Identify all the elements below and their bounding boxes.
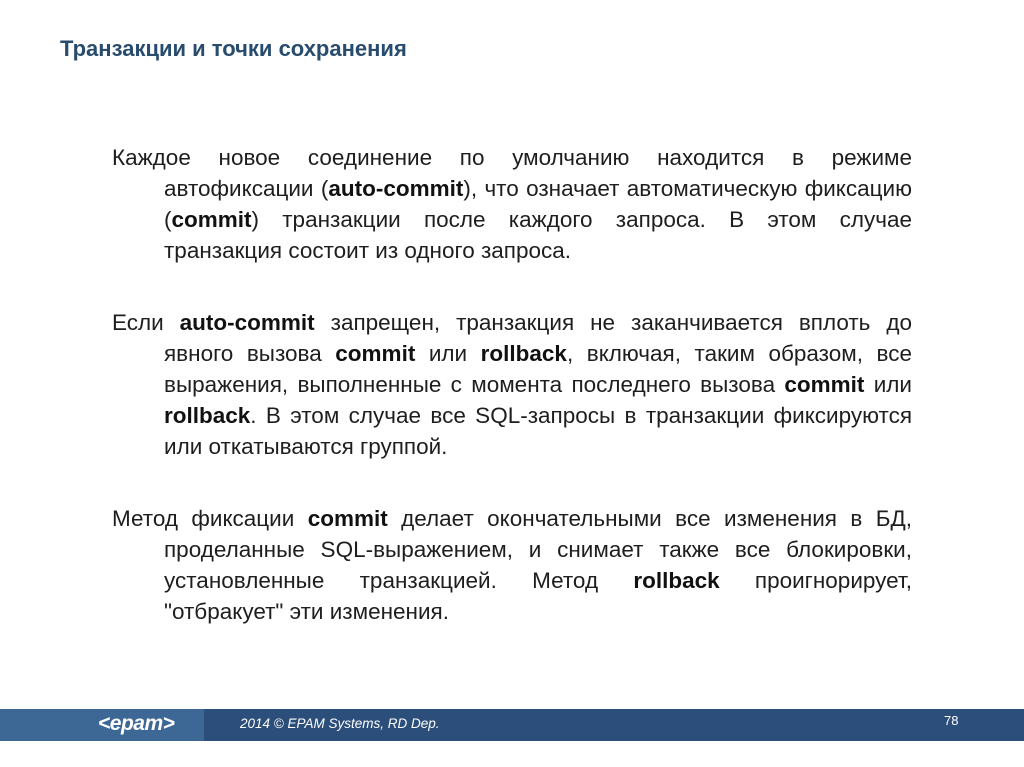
text-segment: Метод фиксации [112, 506, 308, 531]
text-segment: или [864, 372, 912, 397]
text-segment: , включая, таким образом, все выражения, выполненные с момента последнего вызова [164, 341, 912, 397]
keyword-commit: commit [307, 506, 388, 531]
keyword-auto-commit: auto-commit [179, 310, 315, 335]
epam-logo: <epam> [98, 712, 175, 735]
keyword-rollback: rollback [164, 403, 251, 428]
paragraph-auto-commit-disabled [112, 307, 912, 462]
text-segment: . В этом случае все SQL-запросы в транзакции фиксируются или откатываются группой. [164, 403, 912, 459]
keyword-rollback: rollback [480, 341, 567, 366]
text-segment: Если [112, 310, 180, 335]
slide-body [112, 142, 912, 668]
text-segment: запрещен, транзакция не заканчивается вплоть до явного вызова [164, 310, 913, 366]
paragraph-auto-commit-default [112, 142, 912, 266]
keyword-auto-commit: auto-commit [328, 176, 464, 201]
keyword-commit: commit [171, 207, 252, 232]
paragraph-commit-method [112, 503, 912, 627]
text-segment: ), что означает автоматическую фиксацию ( [164, 176, 913, 232]
keyword-commit: commit [784, 372, 865, 397]
text-segment: или [415, 341, 481, 366]
text-segment: проигнорирует, "отбракует" эти изменения. [164, 568, 912, 624]
keyword-commit: commit [335, 341, 416, 366]
copyright-text: 2014 © EPAM Systems, RD Dep. [240, 716, 440, 731]
footer-logo-block [0, 709, 204, 741]
footer-bar [0, 709, 1024, 741]
text-segment: делает окончательными все изменения в БД, проделанные SQL-выражением, и снимает также все блокировки, установленные транзакцией. Метод [164, 506, 912, 593]
keyword-rollback: rollback [633, 568, 720, 593]
page-number: 78 [944, 713, 959, 728]
text-segment: ) транзакции после каждого запроса. В этом случае транзакция состоит из одного запроса. [164, 207, 912, 263]
text-segment: Каждое новое соединение по умолчанию находится в режиме автофиксации ( [112, 145, 912, 201]
slide-title: Транзакции и точки сохранения [60, 36, 407, 61]
